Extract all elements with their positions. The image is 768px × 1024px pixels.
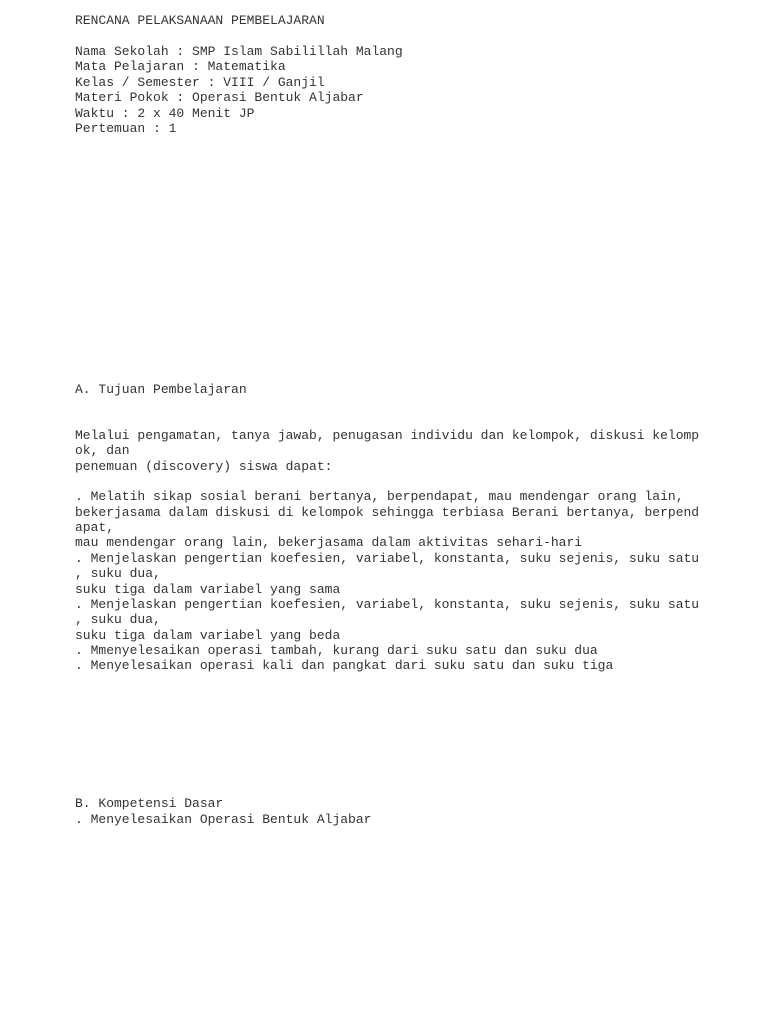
section-a-body-line: . Mmenyelesaikan operasi tambah, kurang dari suku satu dan suku dua: [75, 643, 598, 658]
section-a-body-line: apat,: [75, 520, 115, 535]
document-title: RENCANA PELAKSANAAN PEMBELAJARAN: [75, 13, 325, 28]
section-a-body-line: , suku dua,: [75, 612, 161, 627]
section-b-line: . Menyelesaikan Operasi Bentuk Aljabar: [75, 812, 372, 827]
main-topic: Materi Pokok : Operasi Bentuk Aljabar: [75, 90, 364, 105]
section-a-intro-line: penemuan (discovery) siswa dapat:: [75, 459, 333, 474]
subject: Mata Pelajaran : Matematika: [75, 59, 286, 74]
time-allocation: Waktu : 2 x 40 Menit JP: [75, 106, 255, 121]
school-name: Nama Sekolah : SMP Islam Sabilillah Malang: [75, 44, 403, 59]
class-semester: Kelas / Semester : VIII / Ganjil: [75, 75, 325, 90]
section-a-body-line: mau mendengar orang lain, bekerjasama dalam aktivitas sehari-hari: [75, 535, 583, 550]
section-a-body-line: bekerjasama dalam diskusi di kelompok sehingga terbiasa Berani bertanya, berpend: [75, 505, 700, 520]
section-a-body-line: . Menjelaskan pengertian koefesien, variabel, konstanta, suku sejenis, suku satu: [75, 551, 700, 566]
section-a-heading: A. Tujuan Pembelajaran: [75, 382, 247, 397]
section-a-intro-line: ok, dan: [75, 443, 130, 458]
section-a-body-line: , suku dua,: [75, 566, 161, 581]
section-a-body-line: . Melatih sikap sosial berani bertanya, berpendapat, mau mendengar orang lain,: [75, 489, 684, 504]
section-a-body-line: suku tiga dalam variabel yang sama: [75, 582, 341, 597]
section-a-body-line: . Menyelesaikan operasi kali dan pangkat dari suku satu dan suku tiga: [75, 658, 614, 673]
meeting-number: Pertemuan : 1: [75, 121, 177, 136]
section-a-body-line: suku tiga dalam variabel yang beda: [75, 628, 341, 643]
section-b-heading: B. Kompetensi Dasar: [75, 796, 224, 811]
section-a-intro-line: Melalui pengamatan, tanya jawab, penugasan individu dan kelompok, diskusi kelomp: [75, 428, 700, 443]
section-a-body-line: . Menjelaskan pengertian koefesien, variabel, konstanta, suku sejenis, suku satu: [75, 597, 700, 612]
